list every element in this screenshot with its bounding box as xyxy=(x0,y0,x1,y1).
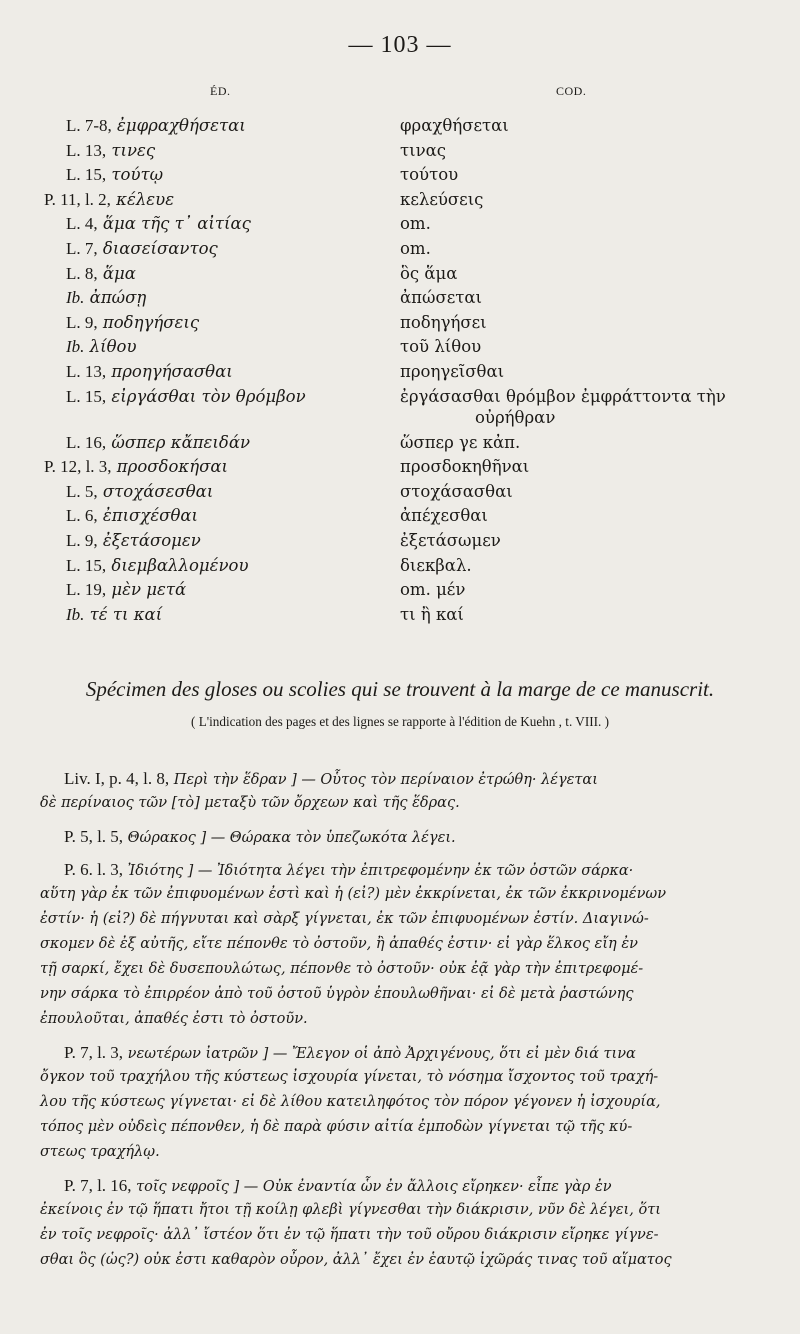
gloss-text: νεωτέρων ἰατρῶν ] — Ἔλεγον οἱ ἀπὸ Ἀρχιγένους, ὅτι εἰ μὲν διά τινα xyxy=(127,1046,636,1062)
variant-reference: L. 7-8, xyxy=(66,116,112,135)
variant-cod-text: om. μέν xyxy=(400,580,466,600)
variant-cod-text: ἐξετάσωμεν xyxy=(400,530,501,550)
variant-ed-text: διεμβαλλομένου xyxy=(111,555,249,575)
gloss-text: ὄγκον τοῦ τραχήλου τῆς κύστεως ἰσχουρία γίνεται, τὸ νόσημα ἴσχοντος τοῦ τραχή- xyxy=(40,1069,659,1085)
variant-cod-text: στοχάσασθαι xyxy=(400,481,513,501)
variant-ed-text: ἐμφραχθήσεται xyxy=(117,116,246,135)
variant-cod-text: ὃς ἅμα xyxy=(400,263,458,283)
variant-ed-text: ἅμα τῆς τ᾽ αἰτίας xyxy=(102,214,251,234)
gloss-text: τόπος μὲν οὐδεὶς πέπονθεν, ἡ δὲ παρὰ φύσιν αἰτία ἐμποδὼν γίγνεται τῷ τῆς κύ- xyxy=(40,1119,633,1135)
column-header-cod: COD. xyxy=(556,84,587,98)
variant-row xyxy=(0,457,800,482)
variant-reference: Ib. xyxy=(66,288,85,308)
variant-cod-cell xyxy=(400,313,795,332)
gloss-line xyxy=(0,1065,800,1090)
variant-ed-text: ἀπώσῃ xyxy=(89,288,147,308)
gloss-text: σθαι ὃς (ὡς?) οὐκ ἐστι καθαρὸν οὖρον, ἀλλ᾽ ἔχει ἐν ἑαυτῷ ἰχῶράς τινας τοῦ αἵματος xyxy=(40,1252,672,1268)
variant-row xyxy=(0,165,800,190)
variant-ed-cell xyxy=(66,482,213,502)
variant-row xyxy=(0,580,800,605)
variant-reference: L. 13, xyxy=(66,140,107,160)
gloss-line xyxy=(0,1173,800,1198)
variant-ed-text: τούτῳ xyxy=(111,165,164,185)
variant-cod-cell xyxy=(400,288,795,307)
variant-reference: L. 4, xyxy=(66,214,98,234)
gloss-line xyxy=(0,1115,800,1140)
variant-ed-cell xyxy=(66,605,162,625)
gloss-text: ἐν τοῖς νεφροῖς· ἀλλ᾽ ἴστέον ὅτι ἐν τῷ ἥπατι τὴν τοῦ οὔρου διάκρισιν εἴρηκε γίγνε- xyxy=(40,1227,659,1243)
variant-cod-text: διεκβαλ. xyxy=(400,555,472,575)
gloss-line xyxy=(0,882,800,907)
gloss-line xyxy=(0,791,800,816)
variant-ed-text: τινες xyxy=(111,140,156,160)
variant-ed-text: διασείσαντος xyxy=(102,238,218,258)
variant-cod-cell xyxy=(400,387,795,427)
variant-reference: L. 15, xyxy=(66,165,107,185)
variant-reference: L. 6, xyxy=(66,506,98,526)
variant-ed-cell xyxy=(66,387,306,407)
gloss-text: δὲ περίναιος τῶν [τὸ] μεταξὺ τῶν ὄρχεων καὶ τῆς ἕδρας. xyxy=(40,795,460,811)
variant-row xyxy=(0,313,800,338)
variant-cod-cell xyxy=(400,190,795,209)
gloss-entry xyxy=(0,1173,800,1273)
variant-cod-text: ὥσπερ γε κἀπ. xyxy=(400,432,521,452)
variant-ed-cell xyxy=(66,433,250,453)
variant-cod-cell xyxy=(400,531,795,550)
variant-readings-table xyxy=(0,116,800,629)
variant-ed-text: λίθου xyxy=(89,337,137,357)
variant-cod-text: φραχθήσεται xyxy=(400,116,509,135)
gloss-text: λου τῆς κύστεως γίγνεται· εἰ δὲ λίθου κατειληφότος τὸν πόρον γέγονεν ἡ ἰσχουρία, xyxy=(40,1094,661,1110)
variant-cod-cell xyxy=(400,362,795,381)
variant-row xyxy=(0,264,800,289)
variant-cod-cell xyxy=(400,433,795,452)
gloss-entry xyxy=(0,1040,800,1165)
variant-ed-cell xyxy=(66,288,146,308)
variant-cod-text: προηγεῖσθαι xyxy=(400,361,505,381)
variant-ed-text: ἅμα xyxy=(102,263,136,283)
variant-row xyxy=(0,506,800,531)
gloss-reference: P. 7, l. 3, xyxy=(64,1043,124,1062)
gloss-reference: P. 6. l. 3, xyxy=(64,860,124,879)
variant-cod-cell xyxy=(400,482,795,501)
gloss-line xyxy=(0,1198,800,1223)
variant-ed-cell xyxy=(66,362,233,382)
gloss-line xyxy=(0,766,800,791)
variant-cod-text-continued: οὐρήθραν xyxy=(475,407,556,427)
variant-cod-text: ἀπέχεσθαι xyxy=(400,506,488,526)
gloss-line xyxy=(0,857,800,882)
variant-reference: L. 15, xyxy=(66,555,107,575)
gloss-text: ἐστίν· ἡ (εἰ?) δὲ πήγνυται καὶ σὰρξ γίγνεται, ἐκ τῶν ἐπιφυομένων ἐστίν. Διαγινώ- xyxy=(40,911,649,927)
gloss-reference: P. 7, l. 16, xyxy=(64,1176,132,1195)
variant-cod-cell xyxy=(400,337,795,356)
variant-reference: L. 7, xyxy=(66,238,98,258)
gloss-reference: P. 5, l. 5, xyxy=(64,827,124,846)
variant-cod-cell xyxy=(400,556,795,575)
gloss-text: σκομεν δὲ ἐξ αὐτῆς, εἴτε πέπονθε τὸ ὀστοῦν, ἢ ἀπαθές ἐστιν· εἰ γὰρ ἕλκος εἴη ἐν xyxy=(40,936,638,952)
gloss-reference: Liv. I, p. 4, l. 8, xyxy=(64,769,170,788)
gloss-line xyxy=(0,1140,800,1165)
variant-reference: L. 13, xyxy=(66,361,107,381)
gloss-line xyxy=(0,1223,800,1248)
variant-ed-cell xyxy=(66,239,218,259)
variant-row xyxy=(0,116,800,141)
variant-cod-cell xyxy=(400,239,795,258)
variant-cod-text: ἀπώσεται xyxy=(400,288,482,308)
variant-cod-text: τούτου xyxy=(400,165,459,185)
gloss-line xyxy=(0,957,800,982)
variant-ed-cell xyxy=(66,264,136,284)
page-number: — 103 — xyxy=(348,32,452,58)
variant-row xyxy=(0,531,800,556)
variant-reference: L. 9, xyxy=(66,530,98,550)
gloss-text: αὕτη γὰρ ἐκ τῶν ἐπιφυομένων ἐστὶ καὶ ἡ (εἰ?) μὲν ἐκκρίνεται, ἐκ τῶν ἐκκρινομένων xyxy=(40,886,667,902)
variant-reference: P. 12, l. 3, xyxy=(44,457,112,477)
variant-cod-cell xyxy=(400,141,795,160)
variant-row xyxy=(0,556,800,581)
section-subheading: ( L'indication des pages et des lignes se rapporte à l'édition de Kuehn , t. VIII. ) xyxy=(191,714,609,729)
gloss-line xyxy=(0,1007,800,1032)
glosses-section xyxy=(0,766,800,1281)
variant-ed-text: ποδηγήσεις xyxy=(102,312,200,332)
variant-cod-cell xyxy=(400,457,795,476)
variant-row xyxy=(0,433,800,458)
variant-row xyxy=(0,190,800,215)
variant-ed-cell xyxy=(66,141,155,161)
gloss-text: στεως τραχήλῳ. xyxy=(40,1144,160,1160)
variant-reference: L. 5, xyxy=(66,481,98,501)
variant-cod-text: τινας xyxy=(400,140,447,160)
variant-ed-cell xyxy=(66,580,186,600)
gloss-text: ἐκείνοις ἐν τῷ ἥπατι ἤτοι τῇ κοίλῃ φλεβὶ γίγνεσθαι τὴν διάκρισιν, νῦν δὲ λέγει, ὅτι xyxy=(40,1202,661,1218)
variant-ed-cell xyxy=(66,116,246,136)
variant-ed-cell xyxy=(66,165,163,185)
variant-row xyxy=(0,482,800,507)
variant-ed-text: ἐξετάσομεν xyxy=(102,530,201,550)
gloss-text: Θώρακος ] — Θώρακα τὸν ὑπεζωκότα λέγει. xyxy=(127,830,456,846)
variant-row xyxy=(0,214,800,239)
variant-reference: L. 9, xyxy=(66,312,98,332)
variant-ed-text: εἰργάσθαι τὸν θρόμβον xyxy=(111,386,306,406)
variant-cod-cell xyxy=(400,264,795,283)
variant-cod-cell xyxy=(400,165,795,184)
variant-ed-text: μὲν μετά xyxy=(111,580,187,600)
variant-row xyxy=(0,239,800,264)
gloss-text: Ἰδιότης ] — Ἰδιότητα λέγει τὴν ἐπιτρεφομένην ἐκ τῶν ὀστῶν σάρκα· xyxy=(127,863,634,879)
variant-ed-cell xyxy=(44,457,228,477)
variant-row xyxy=(0,387,800,433)
variant-cod-text: τι ἢ καί xyxy=(400,604,464,624)
variant-ed-cell xyxy=(66,214,251,234)
gloss-text: ἐπουλοῦται, ἀπαθές ἐστι τὸ ὀστοῦν. xyxy=(40,1011,308,1027)
gloss-line xyxy=(0,982,800,1007)
variant-cod-text: om. xyxy=(400,238,431,258)
variant-ed-text: τέ τι καί xyxy=(89,604,163,624)
gloss-line xyxy=(0,1090,800,1115)
variant-reference: L. 19, xyxy=(66,580,107,600)
variant-ed-text: ὥσπερ κἄπειδάν xyxy=(111,432,250,452)
gloss-line xyxy=(0,1040,800,1065)
variant-cod-text: ποδηγήσει xyxy=(400,312,487,332)
variant-row xyxy=(0,337,800,362)
gloss-line xyxy=(0,932,800,957)
variant-row xyxy=(0,141,800,166)
variant-row xyxy=(0,362,800,387)
variant-cod-text: ἐργάσασθαι θρόμβον ἐμφράττοντα τὴν xyxy=(400,386,726,406)
variant-reference: Ib. xyxy=(66,604,85,624)
gloss-entry xyxy=(0,766,800,816)
variant-reference: L. 8, xyxy=(66,263,98,283)
variant-ed-text: στοχάσεσθαι xyxy=(102,481,214,501)
variant-ed-cell xyxy=(66,506,198,526)
variant-cod-text: προσδοκηθῆναι xyxy=(400,457,530,477)
variant-ed-cell xyxy=(66,337,137,357)
variant-ed-text: ἐπισχέσθαι xyxy=(102,506,198,526)
gloss-entry xyxy=(0,857,800,1032)
gloss-text: τῇ σαρκί, ἔχει δὲ δυσεπουλώτως, πέπονθε τὸ ὀστοῦν· οὐκ ἐᾷ γὰρ τὴν ἐπιτρεφομέ- xyxy=(40,961,644,977)
section-heading: Spécimen des gloses ou scolies qui se trouvent à la marge de ce manuscrit. xyxy=(85,677,715,701)
variant-ed-text: κέλευε xyxy=(116,189,175,209)
variant-ed-cell xyxy=(66,531,201,551)
gloss-line xyxy=(0,907,800,932)
column-header-ed: ÉD. xyxy=(210,84,231,98)
gloss-text: νην σάρκα τὸ ἐπιρρέον ἀπὸ τοῦ ὀστοῦ ὑγρὸν ἐπουλωθῆναι· εἰ δὲ μετὰ ῥαστώνης xyxy=(40,986,634,1002)
variant-cod-cell xyxy=(400,580,795,599)
variant-reference: Ib. xyxy=(66,337,85,357)
variant-ed-cell xyxy=(44,190,174,210)
variant-ed-cell xyxy=(66,313,199,333)
gloss-entry xyxy=(0,824,800,849)
variant-cod-text: om. xyxy=(400,214,431,234)
variant-cod-text: κελεύσεις xyxy=(400,189,484,209)
variant-cod-text: τοῦ λίθου xyxy=(400,337,482,357)
variant-reference: P. 11, l. 2, xyxy=(44,189,111,209)
variant-reference: L. 16, xyxy=(66,432,107,452)
gloss-text: τοῖς νεφροῖς ] — Οὐκ ἐναντία ὧν ἐν ἄλλοις εἴρηκεν· εἶπε γὰρ ἐν xyxy=(136,1179,612,1195)
variant-cod-cell xyxy=(400,506,795,525)
variant-ed-cell xyxy=(66,556,248,576)
variant-cod-cell xyxy=(400,605,795,624)
variant-cod-cell xyxy=(400,214,795,233)
gloss-line xyxy=(0,1248,800,1273)
variant-ed-text: προσδοκήσαι xyxy=(116,457,228,477)
gloss-text: Περὶ τὴν ἕδραν ] — Οὗτος τὸν περίναιον ἐτρώθη· λέγεται xyxy=(173,772,598,788)
variant-cod-cell xyxy=(400,116,795,135)
variant-row xyxy=(0,288,800,313)
variant-row xyxy=(0,605,800,630)
variant-reference: L. 15, xyxy=(66,386,107,406)
gloss-line xyxy=(0,824,800,849)
variant-ed-text: προηγήσασθαι xyxy=(111,361,233,381)
